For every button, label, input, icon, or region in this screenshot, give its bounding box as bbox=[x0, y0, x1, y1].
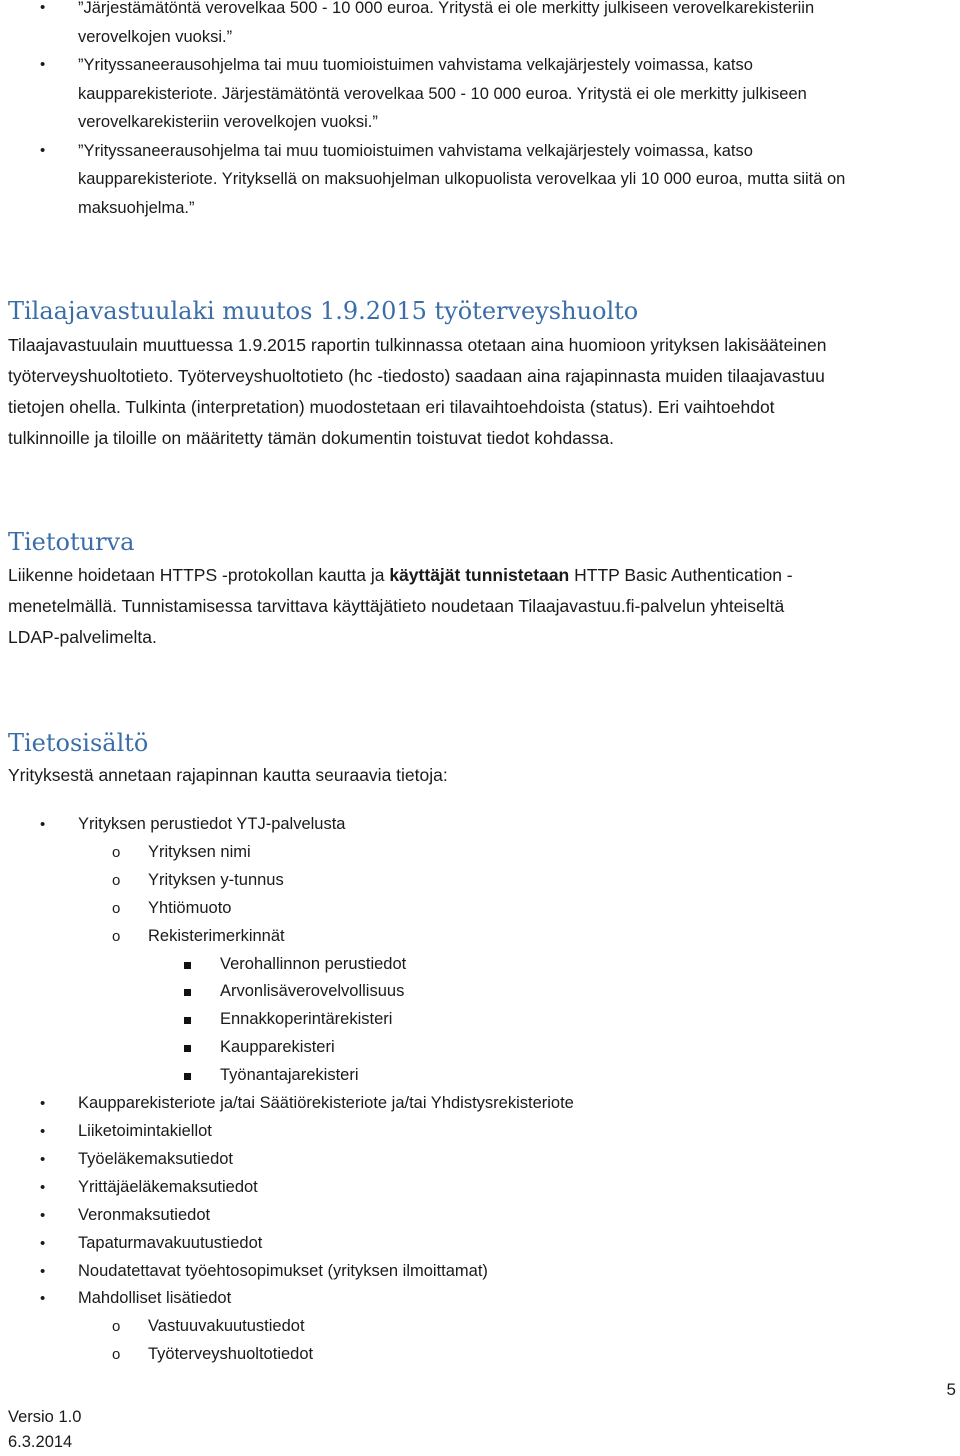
content-list-item bbox=[0, 1006, 960, 1034]
content-list-text: Yhtiömuoto bbox=[148, 898, 232, 917]
content-list-item bbox=[0, 1202, 960, 1230]
circle-bullet-icon: o bbox=[112, 843, 121, 861]
content-list-text: Liiketoimintakiellot bbox=[78, 1121, 212, 1140]
content-list-text: Yrityksen perustiedot YTJ-palvelusta bbox=[78, 815, 346, 833]
content-list-item bbox=[0, 923, 960, 951]
content-list-text: Yrittäjäeläkemaksutiedot bbox=[78, 1177, 258, 1196]
tietoturva-paragraph bbox=[8, 560, 953, 653]
bullet-line: verovelkarekisteriin verovelkojen vuoksi.” bbox=[78, 113, 378, 131]
bullet-icon: • bbox=[40, 0, 46, 16]
square-bullet-shape bbox=[184, 1017, 191, 1024]
bullet-icon: • bbox=[40, 56, 46, 73]
square-bullet-icon bbox=[184, 1034, 191, 1062]
bullet-line: ”Järjestämätöntä verovelkaa 500 - 10 000 euroa. Yritystä ei ole merkitty julkiseen verovelkarekisteriin bbox=[78, 0, 815, 17]
bullet-icon: • bbox=[40, 816, 46, 833]
paragraph-line: tietojen ohella. Tulkinta (interpretation) muodostetaan eri tilavaihtoehdoista (status). Eri vaihtoehdot bbox=[8, 397, 775, 417]
footer-date: 6.3.2014 bbox=[8, 1433, 73, 1451]
content-list-item bbox=[0, 867, 960, 895]
footer-version: Versio 1.0 bbox=[8, 1408, 82, 1426]
top-bullet-list bbox=[0, 0, 960, 222]
circle-bullet-icon: o bbox=[112, 927, 121, 945]
content-list-item bbox=[0, 1090, 960, 1118]
page-number: 5 bbox=[946, 1380, 956, 1399]
content-list-item bbox=[0, 1258, 960, 1286]
content-list-item bbox=[0, 951, 960, 979]
top-bullet-item bbox=[0, 51, 960, 137]
content-list-text: Kaupparekisteriote ja/tai Säätiörekisteriote ja/tai Yhdistysrekisteriote bbox=[78, 1094, 574, 1113]
content-list-item bbox=[0, 1062, 960, 1090]
bullet-line: maksuohjelma.” bbox=[78, 198, 195, 217]
bullet-icon: • bbox=[40, 141, 46, 159]
circle-bullet-icon: o bbox=[112, 1346, 121, 1364]
content-list-item bbox=[0, 1146, 960, 1174]
bullet-line: kaupparekisteriote. Yrityksellä on maksuohjelman ulkopuolista verovelkaa yli 10 000 euroa, mutta siitä on bbox=[78, 170, 846, 188]
content-list-item bbox=[0, 1118, 960, 1146]
content-list-text: Yrityksen nimi bbox=[148, 842, 251, 861]
circle-bullet-icon: o bbox=[112, 1318, 121, 1336]
content-list-item bbox=[0, 1313, 960, 1341]
tietoturva-line-1-end: HTTP Basic Authentication - bbox=[569, 565, 793, 585]
paragraph-line: Tilaajavastuulain muuttuessa 1.9.2015 raportin tulkinnassa otetaan aina huomioon yrityksen lakisääteinen bbox=[8, 335, 827, 355]
footer-left bbox=[8, 1404, 81, 1456]
bullet-icon: • bbox=[40, 1178, 46, 1196]
content-list-item bbox=[0, 811, 960, 839]
square-bullet-icon bbox=[184, 951, 191, 979]
content-list-text: Rekisterimerkinnät bbox=[148, 926, 285, 945]
paragraph-line: tulkinnoille ja tiloille on määritetty tämän dokumentin toistuvat tiedot kohdassa. bbox=[8, 428, 615, 448]
square-bullet-icon bbox=[184, 978, 191, 1006]
content-list-text: Ennakkoperintärekisteri bbox=[220, 1010, 393, 1029]
tietoturva-line-3: LDAP-palvelimelta. bbox=[8, 627, 157, 647]
bullet-icon: • bbox=[40, 1262, 46, 1280]
content-list-text: Arvonlisäverovelvollisuus bbox=[220, 982, 405, 1001]
bullet-line: ”Yrityssaneerausohjelma tai muu tuomioistuimen vahvistama velkajärjestely voimassa, katso bbox=[78, 56, 753, 74]
bullet-line: kaupparekisteriote. Järjestämätöntä verovelkaa 500 - 10 000 euroa. Yritystä ei ole merkitty julkiseen bbox=[78, 84, 807, 103]
content-list-text: Verohallinnon perustiedot bbox=[220, 954, 407, 973]
content-list-text: Noudatettavat työehtosopimukset (yrityksen ilmoittamat) bbox=[78, 1261, 488, 1280]
tilaajavastuulaki-paragraph bbox=[8, 330, 953, 454]
tietosisalto-list bbox=[0, 811, 960, 1369]
content-list-text: Mahdolliset lisätiedot bbox=[78, 1289, 232, 1308]
bullet-icon: • bbox=[40, 1095, 46, 1113]
square-bullet-icon bbox=[184, 1006, 191, 1034]
tietoturva-line-1-text: Liikenne hoidetaan HTTPS -protokollan kautta ja bbox=[8, 565, 390, 585]
content-list-item bbox=[0, 1230, 960, 1258]
section-heading-tietosisalto: Tietosisältö bbox=[8, 729, 149, 757]
content-list-item bbox=[0, 839, 960, 867]
paragraph-line: työterveyshuoltotieto. Työterveyshuoltotieto (hc -tiedosto) saadaan aina rajapinnasta muiden tilaajavastuu bbox=[8, 366, 825, 386]
content-list-item bbox=[0, 1285, 960, 1313]
section-heading-tietoturva: Tietoturva bbox=[8, 528, 135, 556]
circle-bullet-icon: o bbox=[112, 871, 121, 889]
content-list-text: Työnantajarekisteri bbox=[220, 1066, 359, 1085]
content-list-item bbox=[0, 895, 960, 923]
circle-bullet-icon: o bbox=[112, 899, 121, 917]
square-bullet-shape bbox=[184, 1073, 191, 1080]
content-list-item bbox=[0, 978, 960, 1006]
content-list-text: Työeläkemaksutiedot bbox=[78, 1149, 234, 1168]
content-list-text: Veronmaksutiedot bbox=[78, 1205, 211, 1224]
section-heading-tilaajavastuulaki: Tilaajavastuulaki muutos 1.9.2015 työterveyshuolto bbox=[8, 297, 639, 325]
content-list-text: Yrityksen y-tunnus bbox=[148, 870, 284, 889]
content-list-text: Työterveyshuoltotiedot bbox=[148, 1345, 314, 1364]
bullet-icon: • bbox=[40, 1290, 46, 1308]
tietosisalto-intro: Yrityksestä annetaan rajapinnan kautta seuraavia tietoja: bbox=[8, 765, 448, 785]
content-list-item bbox=[0, 1174, 960, 1202]
content-list-item bbox=[0, 1034, 960, 1062]
bullet-icon: • bbox=[40, 1150, 46, 1168]
bullet-line: verovelkojen vuoksi.” bbox=[78, 27, 233, 46]
bullet-icon: • bbox=[40, 1234, 46, 1252]
content-list-text: Tapaturmavakuutustiedot bbox=[78, 1233, 263, 1252]
tietoturva-bold-text: käyttäjät tunnistetaan bbox=[389, 565, 570, 585]
top-bullet-item bbox=[0, 137, 960, 223]
square-bullet-shape bbox=[184, 962, 191, 969]
tietoturva-line-2: menetelmällä. Tunnistamisessa tarvittava käyttäjätieto noudetaan Tilaajavastuu.fi-palvelun yhteiseltä bbox=[8, 596, 785, 616]
bullet-icon: • bbox=[40, 1206, 46, 1224]
content-list-item bbox=[0, 1341, 960, 1369]
content-list-text: Kaupparekisteri bbox=[220, 1038, 335, 1057]
content-list-text: Vastuuvakuutustiedot bbox=[148, 1317, 305, 1336]
tietoturva-line-1 bbox=[8, 560, 953, 591]
square-bullet-shape bbox=[184, 989, 191, 996]
bullet-icon: • bbox=[40, 1122, 46, 1140]
top-bullet-item bbox=[0, 0, 960, 51]
square-bullet-shape bbox=[184, 1045, 191, 1052]
bullet-line: ”Yrityssaneerausohjelma tai muu tuomioistuimen vahvistama velkajärjestely voimassa, katso bbox=[78, 141, 753, 160]
square-bullet-icon bbox=[184, 1062, 191, 1090]
